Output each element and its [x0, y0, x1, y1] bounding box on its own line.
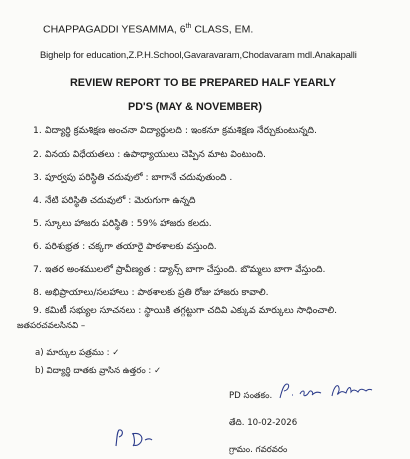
item-text: వినయ విధేయతలు : ఉపాధ్యాయులు చెప్పిన మాట వింటుంది. [45, 149, 266, 160]
pd-signature-label: PD సంతకం. [229, 391, 273, 401]
attachment-item: b) విద్యార్థి దాతకు వ్రాసిన ఉత్తరం : ✓ [35, 366, 162, 376]
report-title: REVIEW REPORT TO BE PREPARED HALF YEARLY [70, 77, 336, 89]
review-item [33, 195, 195, 208]
review-item [33, 218, 212, 231]
item-number: 9. [33, 305, 42, 316]
report-subtitle: PD'S (MAY & NOVEMBER) [128, 101, 262, 113]
review-item [33, 172, 232, 185]
review-item [33, 125, 317, 138]
item-text: పూర్వపు పరిస్థితి చదువులో : బాగానే చదువుతుంది . [45, 172, 233, 183]
review-item [33, 149, 266, 162]
class-suffix: th [185, 23, 192, 30]
student-header [43, 23, 253, 36]
parent-signature [111, 426, 155, 450]
item-text: స్కూలు హాజరు పరిస్థితి : 59% హాజరు కలదు. [45, 218, 212, 229]
item-number: 1. [33, 125, 42, 136]
item-number: 3. [33, 172, 42, 183]
school-line: Bighelp for education,Z.P.H.School,Gavaravaram,Chodavaram mdl.Anakapalli [40, 49, 357, 60]
review-item [33, 305, 337, 318]
item-number: 7. [33, 264, 42, 275]
item-text: కమిటీ సభ్యుల సూచనలు : స్థాయికి తగ్గట్టుగా చదివి ఎక్కువ మార్కులు సాధించాలి. [45, 305, 338, 316]
review-item [33, 264, 325, 277]
review-item [33, 241, 217, 254]
class-medium: CLASS, EM. [191, 23, 254, 36]
item-text: నేటి పరిస్థితి చదువులో : మెరుగుగా ఉన్నది [45, 195, 196, 206]
item-number: 4. [33, 195, 42, 206]
student-name-class: CHAPPAGADDI YESAMMA, 6 [43, 23, 186, 36]
item-text: విద్యార్థి క్రమశిక్షణ అంచనా విద్యార్థులది : ఇంకనూ క్రమశిక్షణ నేర్చుకుంటున్నది. [45, 125, 317, 136]
item-text: ఇతర అంశములలో ప్రావీణ్యత : డ్యాన్స్ బాగా చేస్తుంది. బొమ్మలు బాగా వేస్తుంది. [45, 264, 326, 275]
report-date: తేది. 10-02-2026 [229, 418, 298, 428]
village-name: గ్రామం. గవరవరం [229, 445, 288, 455]
item-text: అభిప్రాయాలు/సలహాలు : పాఠశాలకు ప్రతి రోజు హాజరు కావాలి. [45, 287, 269, 298]
item-number: 8. [33, 287, 42, 298]
attachment-item: a) మార్కుల పత్రము : ✓ [35, 348, 120, 358]
item-text: పరిశుభ్రత : చక్కగా తయారై పాఠశాలకు వస్తుంది. [45, 241, 217, 252]
item-number: 2. [33, 149, 42, 160]
attachments-heading: జతపరచవలసినవి – [17, 321, 86, 331]
review-item [33, 287, 269, 300]
item-number: 6. [33, 241, 42, 252]
item-number: 5. [33, 218, 42, 229]
pd-signature [278, 380, 374, 402]
